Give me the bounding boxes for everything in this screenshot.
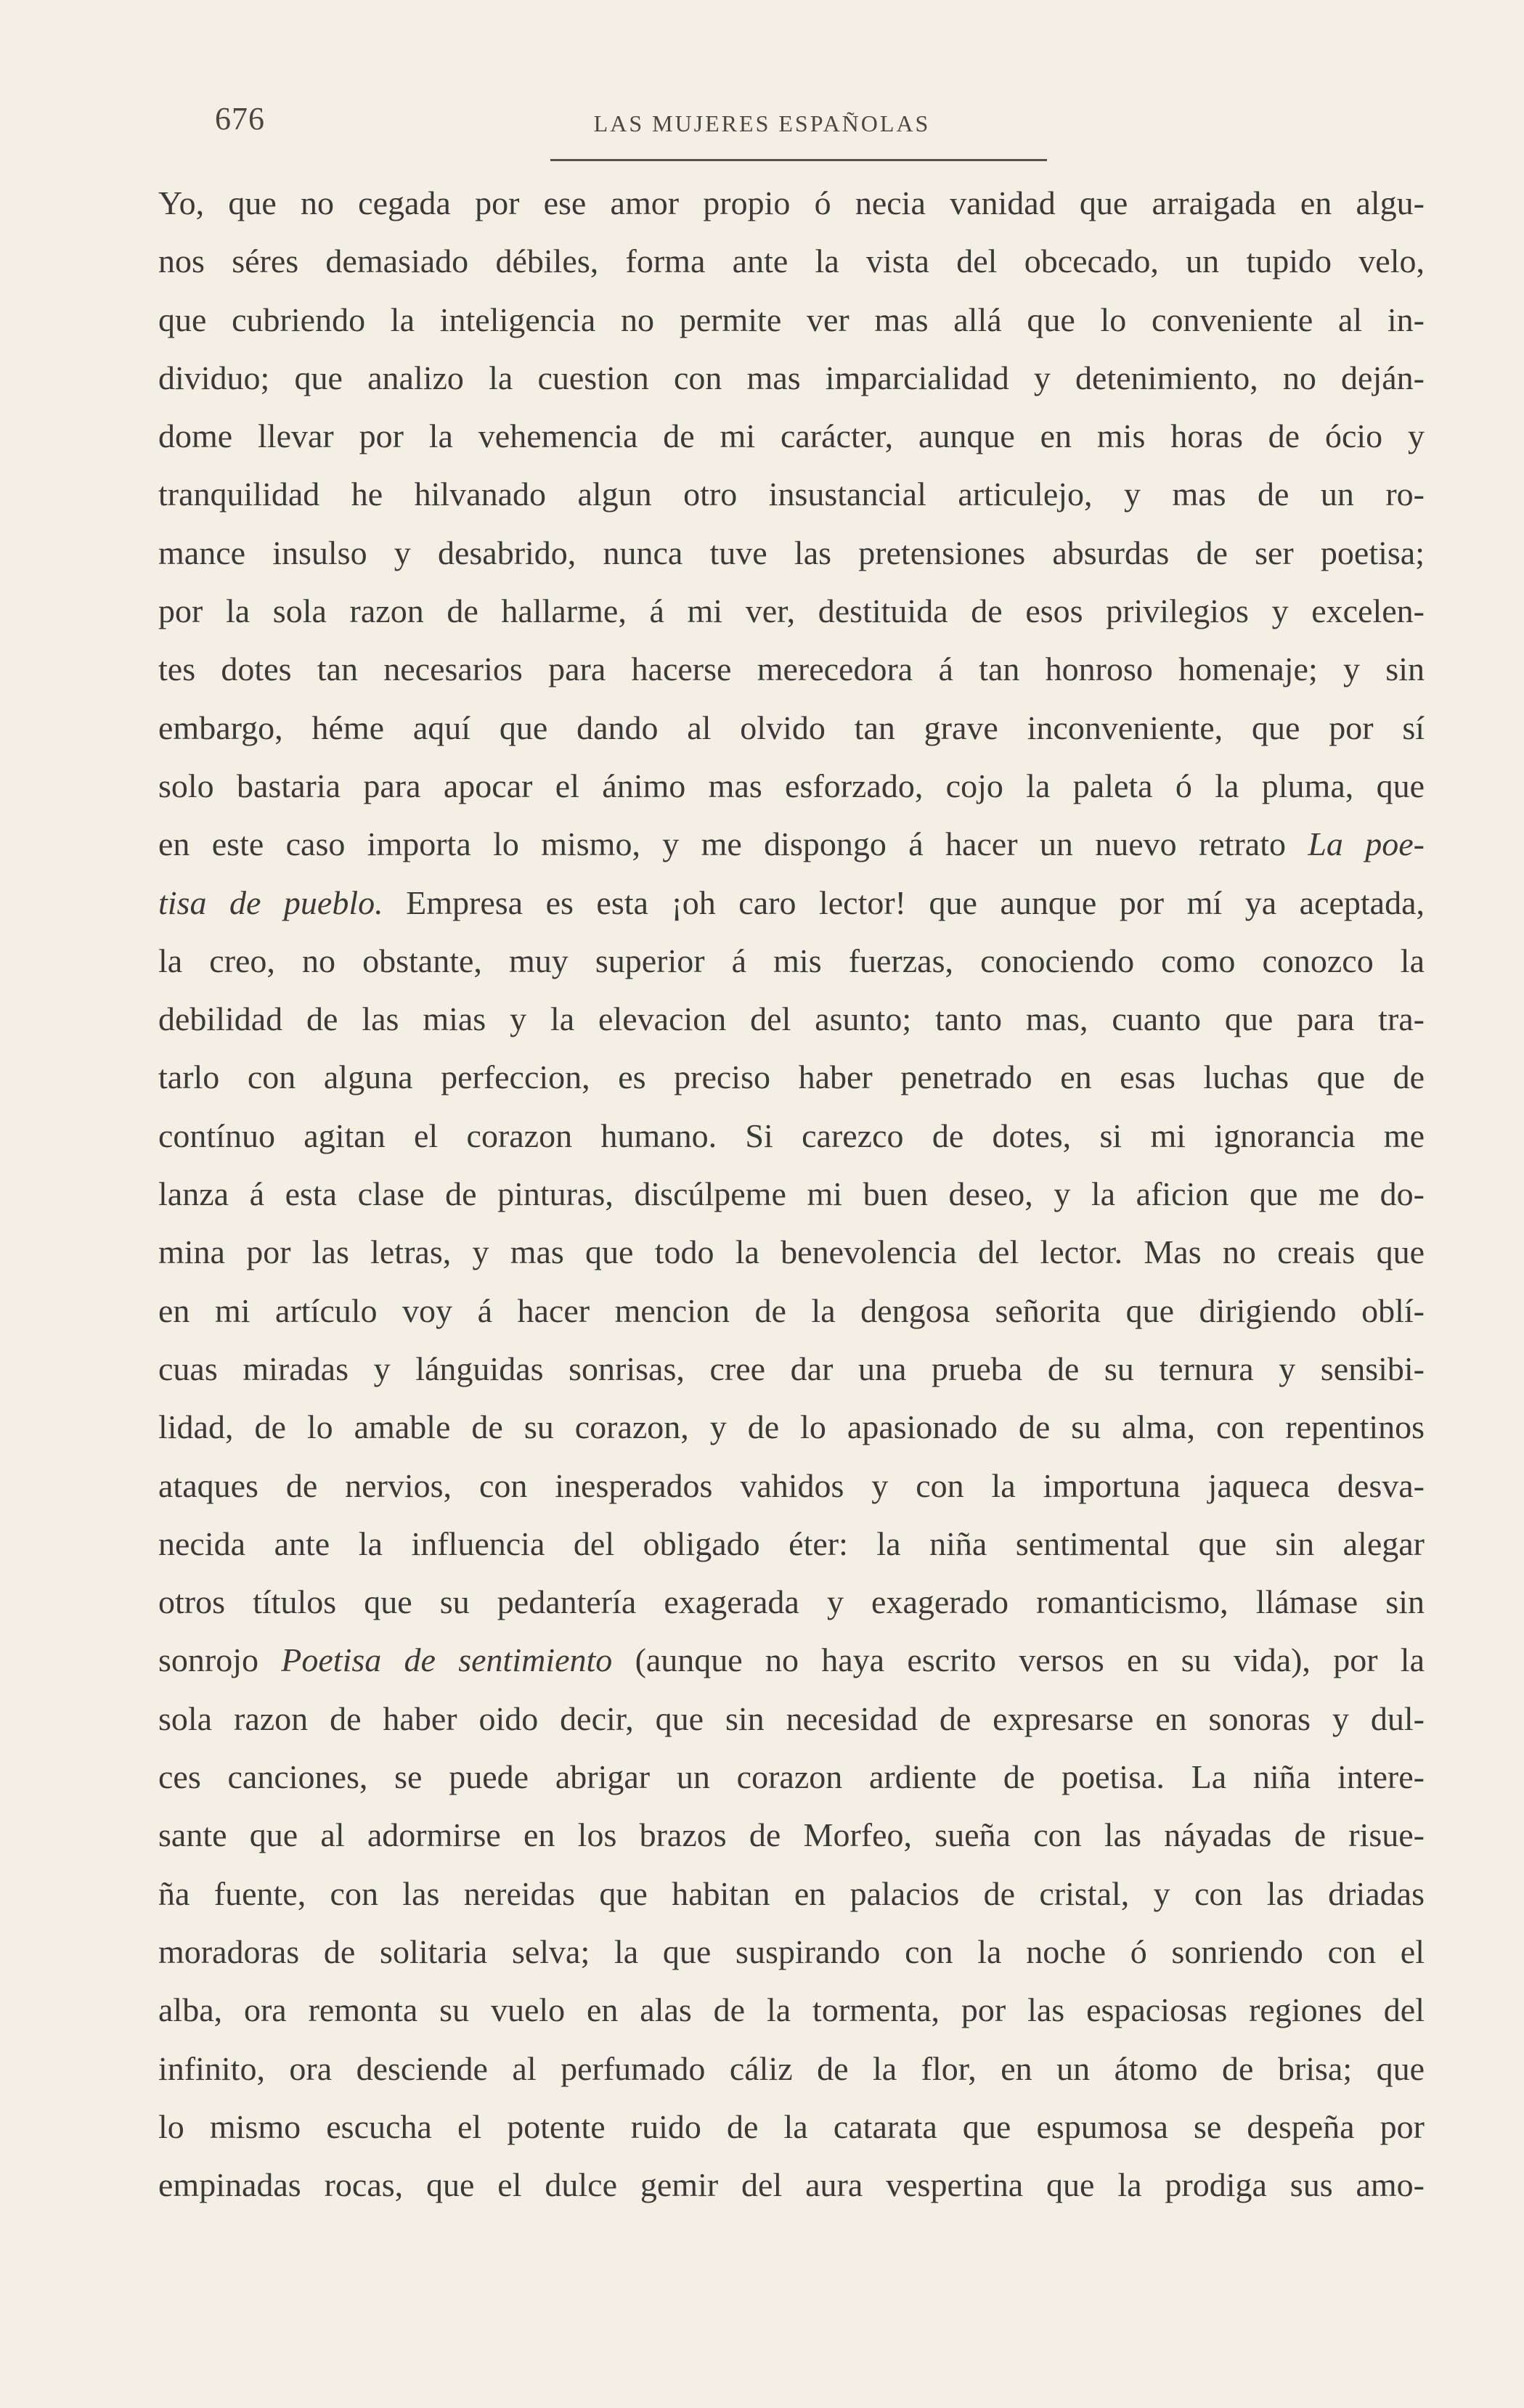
text-run: Empresa es esta ¡oh caro lector! que aunque por mí ya aceptada,: [383, 883, 1425, 921]
text-line: empinadas rocas, que el dulce gemir del aura vespertina que la prodiga sus amo-: [158, 2166, 1425, 2204]
text-run: (aunque no haya escrito versos en su vida), por la: [612, 1641, 1425, 1679]
italic-title: Poetisa de sentimiento: [281, 1641, 613, 1679]
text-line: en mi artículo voy á hacer mencion de la dengosa señorita que dirigiendo oblí-: [158, 1291, 1425, 1329]
text-line: lidad, de lo amable de su corazon, y de lo apasionado de su alma, con repentinos: [158, 1408, 1425, 1446]
text-line: [158, 874, 1425, 932]
text-line: Yo, que no cegada por ese amor propio ó necia vanidad que arraigada en algu-: [158, 184, 1425, 221]
body-text: [158, 174, 1425, 2214]
text-line: mance insulso y desabrido, nunca tuve las pretensiones absurdas de ser poetisa;: [158, 534, 1425, 571]
text-line: lo mismo escucha el potente ruido de la catarata que espumosa se despeña por: [158, 2107, 1425, 2145]
running-title: LAS MUJERES ESPAÑOLAS: [593, 110, 931, 136]
text-line: ces canciones, se puede abrigar un corazon ardiente de poetisa. La niña intere-: [158, 1758, 1425, 1796]
text-line: contínuo agitan el corazon humano. Si carezco de dotes, si mi ignorancia me: [158, 1117, 1425, 1154]
text-line: dome llevar por la vehemencia de mi carácter, aunque en mis horas de ócio y: [158, 417, 1425, 455]
text-line: por la sola razon de hallarme, á mi ver, destituida de esos privilegios y excelen-: [158, 592, 1425, 630]
text-line: sante que al adormirse en los brazos de Morfeo, sueña con las náyadas de risue-: [158, 1816, 1425, 1854]
text-line: [158, 1631, 1425, 1689]
text-line: sola razon de haber oido decir, que sin necesidad de expresarse en sonoras y dul-: [158, 1699, 1425, 1737]
text-run: sonrojo: [158, 1641, 282, 1679]
header-rule: [550, 159, 1047, 161]
text-line: tarlo con alguna perfeccion, es preciso haber penetrado en esas luchas que de: [158, 1058, 1425, 1096]
text-line: otros títulos que su pedantería exagerada y exagerado romanticismo, llámase sin: [158, 1583, 1425, 1621]
text-run: en este caso importa lo mismo, y me dispongo á hacer un nuevo retrato: [158, 825, 1308, 863]
text-line: debilidad de las mias y la elevacion del asunto; tanto mas, cuanto que para tra-: [158, 1000, 1425, 1038]
text-line: cuas miradas y lánguidas sonrisas, cree dar una prueba de su ternura y sensibi-: [158, 1350, 1425, 1387]
text-line: la creo, no obstante, muy superior á mis fuerzas, conociendo como conozco la: [158, 942, 1425, 979]
text-line: embargo, héme aquí que dando al olvido tan grave inconveniente, que por sí: [158, 709, 1425, 746]
text-line: necida ante la influencia del obligado éter: la niña sentimental que sin alegar: [158, 1525, 1425, 1562]
text-line: mina por las letras, y mas que todo la benevolencia del lector. Mas no creais que: [158, 1233, 1425, 1271]
text-line: infinito, ora desciende al perfumado cáliz de la flor, en un átomo de brisa; que: [158, 2049, 1425, 2087]
text-line: tes dotes tan necesarios para hacerse merecedora á tan honroso homenaje; y sin: [158, 650, 1425, 688]
text-line: lanza á esta clase de pinturas, discúlpeme mi buen deseo, y la aficion que me do-: [158, 1175, 1425, 1213]
text-line: solo bastaria para apocar el ánimo mas esforzado, cojo la paleta ó la pluma, que: [158, 767, 1425, 804]
text-line: ataques de nervios, con inesperados vahidos y con la importuna jaqueca desva-: [158, 1466, 1425, 1504]
text-line: tranquilidad he hilvanado algun otro insustancial articulejo, y mas de un ro-: [158, 476, 1425, 513]
text-line: [158, 815, 1425, 873]
italic-title: La poe-: [1308, 825, 1425, 863]
text-line: alba, ora remonta su vuelo en alas de la tormenta, por las espaciosas regiones del: [158, 1991, 1425, 2029]
italic-title: tisa de pueblo.: [158, 883, 383, 921]
page-number: 676: [215, 101, 265, 136]
text-line: nos séres demasiado débiles, forma ante la vista del obcecado, un tupido velo,: [158, 242, 1425, 280]
text-line: que cubriendo la inteligencia no permite ver mas allá que lo conveniente al in-: [158, 301, 1425, 338]
text-line: moradoras de solitaria selva; la que suspirando con la noche ó sonriendo con el: [158, 1932, 1425, 1970]
text-line: dividuo; que analizo la cuestion con mas imparcialidad y detenimiento, no deján-: [158, 359, 1425, 396]
text-line: ña fuente, con las nereidas que habitan en palacios de cristal, y con las driadas: [158, 1874, 1425, 1912]
